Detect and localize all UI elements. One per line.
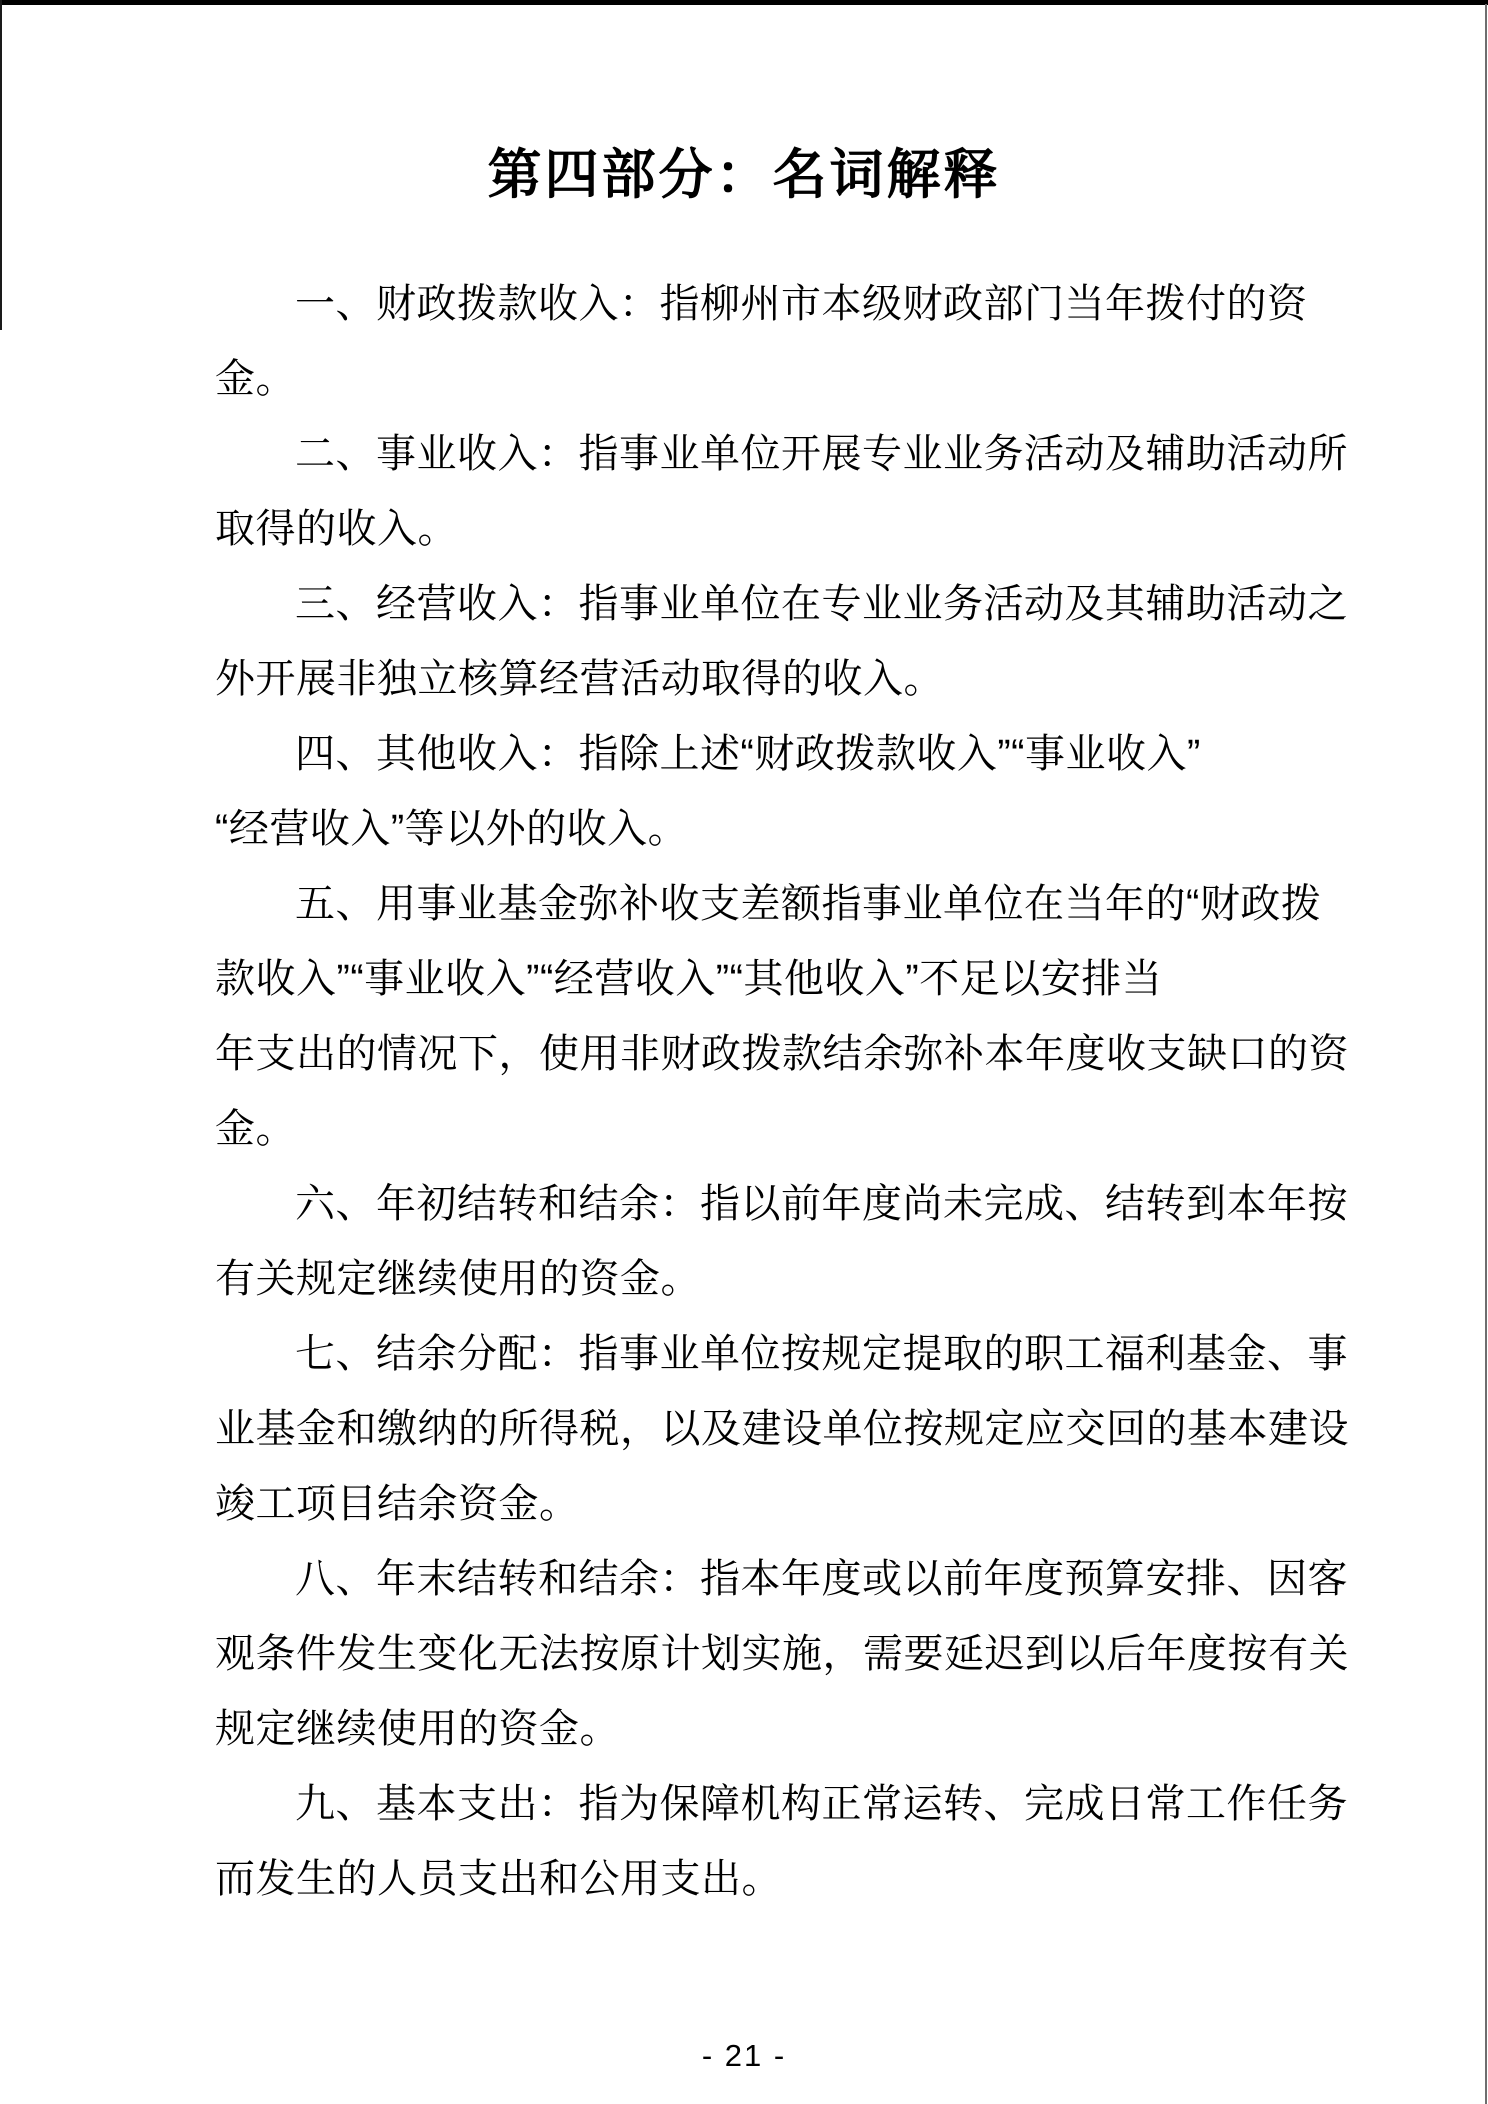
- body-line: “经营收入”等以外的收入。: [215, 807, 689, 851]
- body-line: 而发生的人员支出和公用支出。: [215, 1857, 782, 1901]
- page-title: 第四部分：名词解释: [487, 145, 1001, 205]
- body-line: 六、年初结转和结余：指以前年度尚未完成、结转到本年按: [295, 1182, 1348, 1226]
- body-line: 七、结余分配：指事业单位按规定提取的职工福利基金、事: [295, 1332, 1348, 1376]
- body-line: 年支出的情况下，使用非财政拨款结余弥补本年度收支缺口的资: [215, 1032, 1349, 1076]
- body-line: 九、基本支出：指为保障机构正常运转、完成日常工作任务: [295, 1782, 1348, 1826]
- body-line: 观条件发生变化无法按原计划实施，需要延迟到以后年度按有关: [215, 1632, 1349, 1676]
- body-line: 八、年末结转和结余：指本年度或以前年度预算安排、因客: [295, 1557, 1348, 1601]
- body-line: 五、用事业基金弥补收支差额指事业单位在当年的“财政拨: [295, 882, 1322, 926]
- body-line: 有关规定继续使用的资金。: [215, 1257, 701, 1301]
- body-line: 规定继续使用的资金。: [215, 1707, 620, 1751]
- body-line: 一、财政拨款收入：指柳州市本级财政部门当年拨付的资: [295, 282, 1308, 326]
- top-edge-bar: [0, 0, 1488, 5]
- body-line: 金。: [215, 357, 296, 401]
- body-line: 款收入”“事业收入”“经营收入”“其他收入”不足以安排当: [215, 957, 1163, 1001]
- body-line: 外开展非独立核算经营活动取得的收入。: [215, 657, 944, 701]
- document-body: [215, 267, 1349, 1917]
- body-line: 四、其他收入：指除上述“财政拨款收入”“事业收入”: [295, 732, 1201, 776]
- body-line: 竣工项目结余资金。: [215, 1482, 580, 1526]
- body-line: 业基金和缴纳的所得税，以及建设单位按规定应交回的基本建设: [215, 1407, 1349, 1451]
- body-line: 金。: [215, 1107, 296, 1151]
- body-line: 二、事业收入：指事业单位开展专业业务活动及辅助活动所: [295, 432, 1348, 476]
- page-number: - 21 -: [701, 2038, 787, 2073]
- right-edge-line: [1485, 4, 1487, 2104]
- body-line: 取得的收入。: [215, 507, 458, 551]
- body-line: 三、经营收入：指事业单位在专业业务活动及其辅助活动之: [295, 582, 1348, 626]
